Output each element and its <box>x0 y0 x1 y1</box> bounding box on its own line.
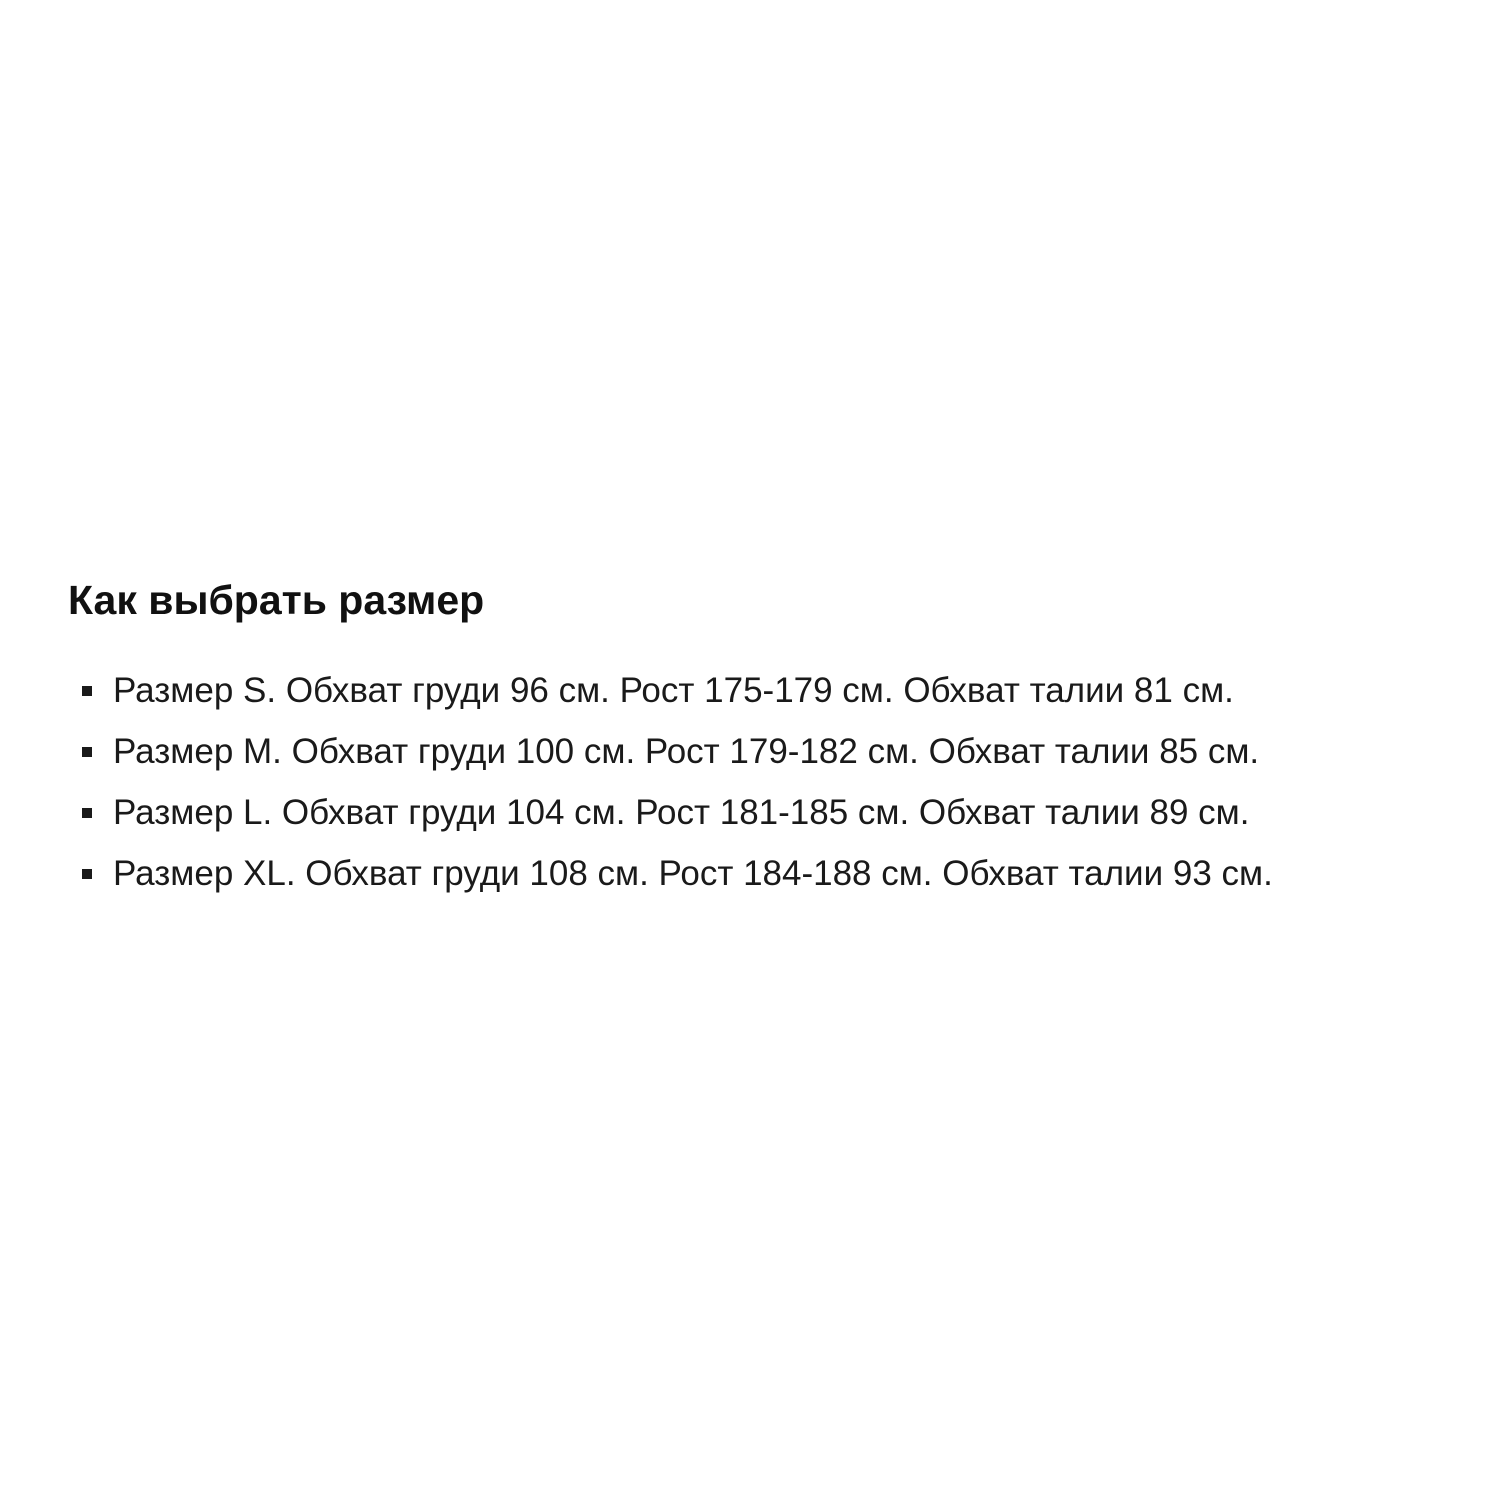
size-item-l <box>68 782 1468 843</box>
square-bullet-icon <box>82 808 92 818</box>
size-item-m <box>68 721 1468 782</box>
size-item-text: Размер S. Обхват груди 96 см. Рост 175-179 см. Обхват талии 81 см. <box>113 671 1234 710</box>
square-bullet-icon <box>82 686 92 696</box>
size-item-xl <box>68 843 1468 904</box>
size-guide <box>68 572 1468 904</box>
size-item-text: Размер M. Обхват груди 100 см. Рост 179-182 см. Обхват талии 85 см. <box>113 732 1260 771</box>
size-list <box>68 660 1468 904</box>
size-item-text: Размер XL. Обхват груди 108 см. Рост 184-188 см. Обхват талии 93 см. <box>113 854 1273 893</box>
square-bullet-icon <box>82 869 92 879</box>
square-bullet-icon <box>82 747 92 757</box>
size-guide-title: Как выбрать размер <box>68 577 485 623</box>
size-item-s <box>68 660 1468 721</box>
size-item-text: Размер L. Обхват груди 104 см. Рост 181-185 см. Обхват талии 89 см. <box>113 793 1250 832</box>
